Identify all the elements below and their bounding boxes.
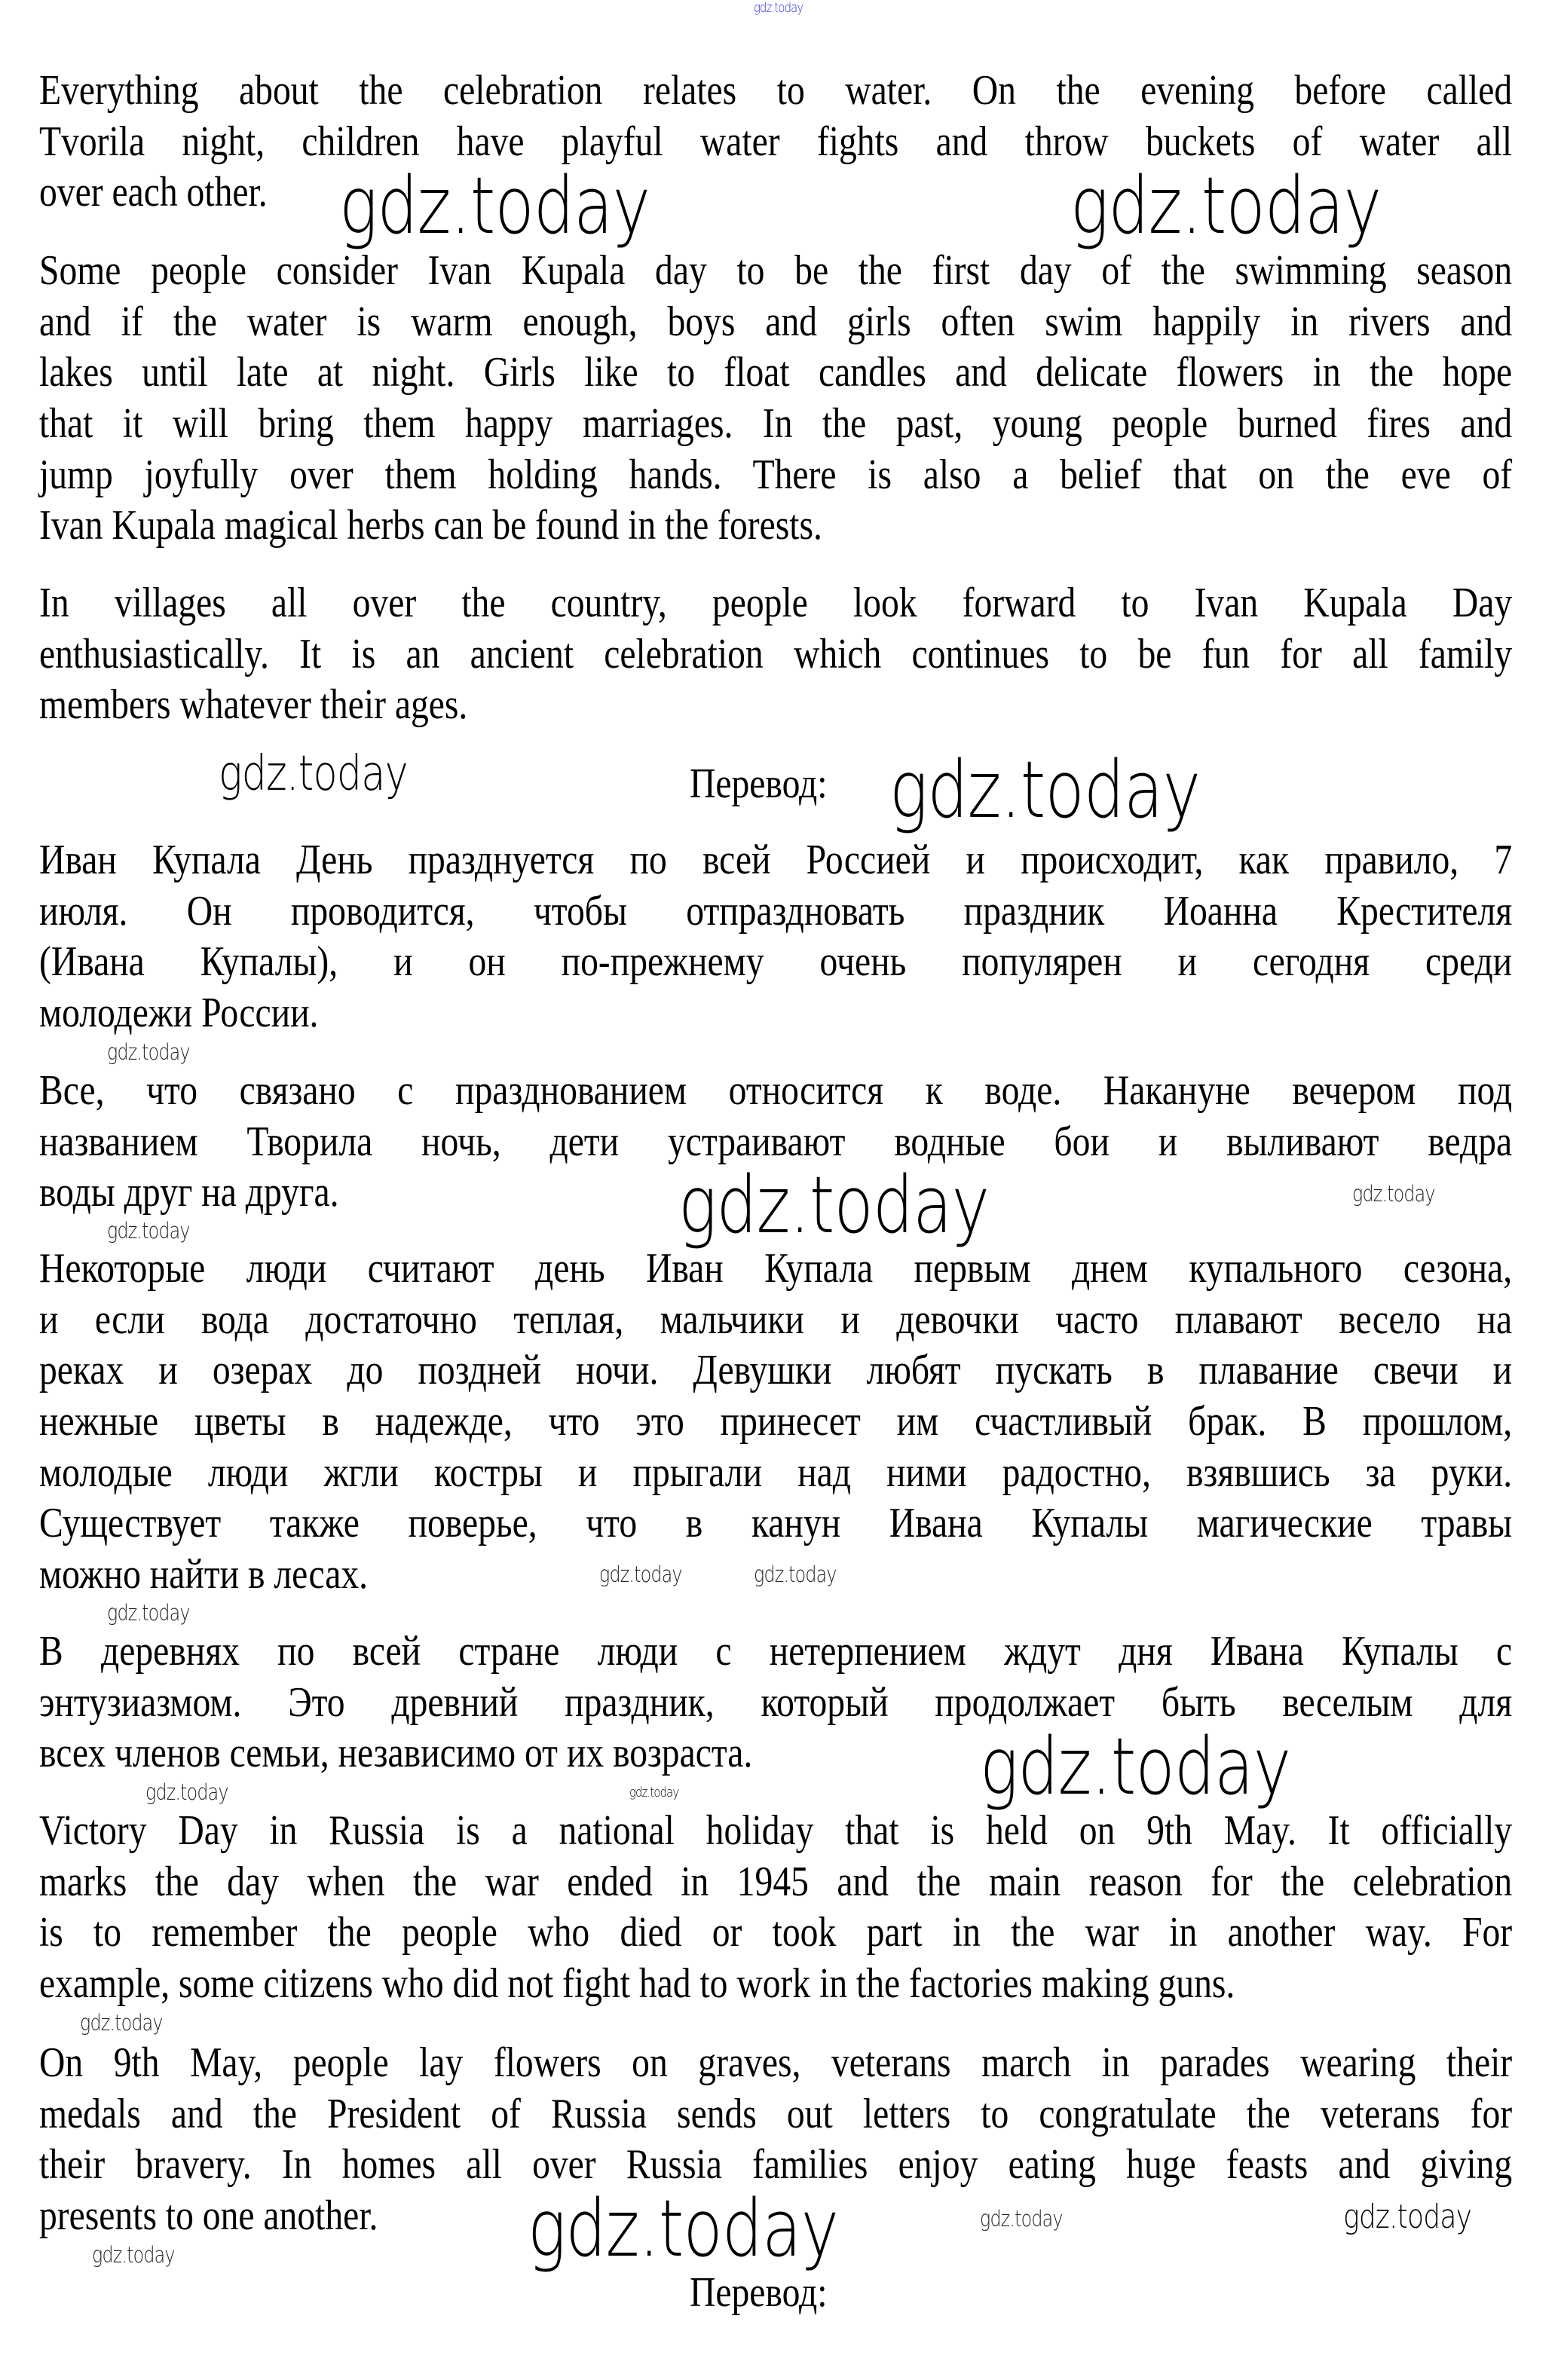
text-line: воды друг на друга. (39, 1169, 339, 1216)
text-line: lakes until late at night. Girls like to float candles and delicate flowers in the hope (39, 349, 1513, 396)
watermark: gdz.today (1352, 1181, 1435, 1207)
watermark: gdz.today (107, 1218, 190, 1244)
watermark: gdz.today (629, 1785, 679, 1800)
text-line: энтузиазмом. Это древний праздник, который продолжает быть веселым для (39, 1678, 1513, 1726)
watermark: gdz.today (599, 1562, 682, 1587)
watermark: gdz.today (528, 2183, 839, 2274)
paragraph (39, 1626, 1512, 1779)
watermark: gdz.today (754, 0, 803, 16)
watermark: gdz.today (1343, 2198, 1472, 2236)
text-line: medals and the President of Russia sends out letters to congratulate the veterans for (39, 2090, 1513, 2137)
text-line: Иван Купала День празднуется по всей Россией и происходит, как правило, 7 (39, 837, 1513, 883)
text-line: that it will bring them happy marriages. In the past, young people burned fires and (39, 400, 1513, 448)
text-line: Некоторые люди считают день Иван Купала первым днем купального сезона, (39, 1245, 1513, 1292)
paragraph (39, 1806, 1512, 2010)
text-line: On 9th May, people lay flowers on graves, veterans march in parades wearing their (39, 2039, 1513, 2086)
text-line: названием Творила ночь, дети устраивают водные бои и выливают ведра (39, 1118, 1513, 1165)
text-line: Some people consider Ivan Kupala day to be the first day of the swimming season (39, 247, 1513, 294)
watermark: gdz.today (980, 1721, 1291, 1813)
text-line: is to remember the people who died or took part in the war in another way. For (39, 1909, 1513, 1956)
watermark: gdz.today (80, 2010, 163, 2036)
text-line: example, some citizens who did not fight had to work in the factories making guns. (39, 1960, 1235, 2008)
text-line: Ivan Kupala magical herbs can be found in the forests. (39, 502, 822, 549)
text-line: В деревнях по всей стране люди с нетерпением ждут дня Ивана Купалы с (39, 1628, 1513, 1675)
text-line: In villages all over the country, people look forward to Ivan Kupala Day (39, 580, 1513, 626)
text-line: members whatever their ages. (39, 681, 468, 729)
watermark: gdz.today (145, 1779, 228, 1805)
watermark: gdz.today (1070, 160, 1382, 252)
watermark: gdz.today (339, 160, 650, 252)
watermark: gdz.today (754, 1562, 837, 1587)
text-line: their bravery. In homes all over Russia families enjoy eating huge feasts and giving (39, 2141, 1513, 2189)
paragraph (39, 246, 1512, 552)
text-line: over each other. (39, 169, 268, 216)
watermark: gdz.today (980, 2206, 1063, 2232)
text-line: Everything about the celebration relates to water. On the evening before called (39, 67, 1513, 114)
text-line: всех членов семьи, независимо от их возраста. (39, 1730, 753, 1777)
watermark: gdz.today (107, 1039, 190, 1065)
text-line: июля. Он проводится, чтобы отпраздновать праздник Иоанна Крестителя (39, 887, 1513, 935)
text-line: and if the water is warm enough, boys and girls often swim happily in rivers and (39, 298, 1513, 345)
text-line: молодые люди жгли костры и прыгали над ними радостно, взявшись за руки. (39, 1448, 1513, 1496)
text-line: и если вода достаточно теплая, мальчики и девочки часто плавают весело на (39, 1296, 1513, 1343)
text-line: enthusiastically. It is an ancient celebration which continues to be fun for all family (39, 630, 1513, 678)
watermark: gdz.today (107, 1600, 190, 1626)
text-line: (Ивана Купалы), и он по-прежнему очень популярен и сегодня среди (39, 938, 1513, 986)
text-line: presents to one another. (39, 2192, 378, 2240)
text-line: Victory Day in Russia is a national holiday that is held on 9th May. It officially (39, 1807, 1513, 1854)
text-line: можно найти в лесах. (39, 1551, 369, 1598)
paragraph (39, 578, 1512, 731)
watermark: gdz.today (92, 2242, 175, 2268)
translation-heading: Перевод: (690, 760, 828, 807)
text-line: Tvorila night, children have playful water fights and throw buckets of water all (39, 118, 1513, 165)
text-line: marks the day when the war ended in 1945 and the main reason for the celebration (39, 1858, 1513, 1905)
text-line: jump joyfully over them holding hands. There is also a belief that on the eve of (39, 451, 1513, 498)
text-line: Все, что связано с празднованием относится к воде. Накануне вечером под (39, 1067, 1513, 1114)
translation-heading: Перевод: (690, 2269, 828, 2316)
paragraph (39, 835, 1512, 1039)
watermark: gdz.today (889, 744, 1201, 836)
paragraph (39, 1244, 1512, 1601)
text-line: Существует также поверье, что в канун Ивана Купалы магические травы (39, 1500, 1513, 1547)
text-line: реках и озерах до поздней ночи. Девушки любят пускать в плавание свечи и (39, 1347, 1513, 1394)
text-line: нежные цветы в надежде, что это принесет им счастливый брак. В прошлом, (39, 1398, 1513, 1445)
watermark: gdz.today (678, 1159, 990, 1251)
text-line: молодежи России. (39, 990, 319, 1037)
watermark: gdz.today (219, 746, 408, 802)
